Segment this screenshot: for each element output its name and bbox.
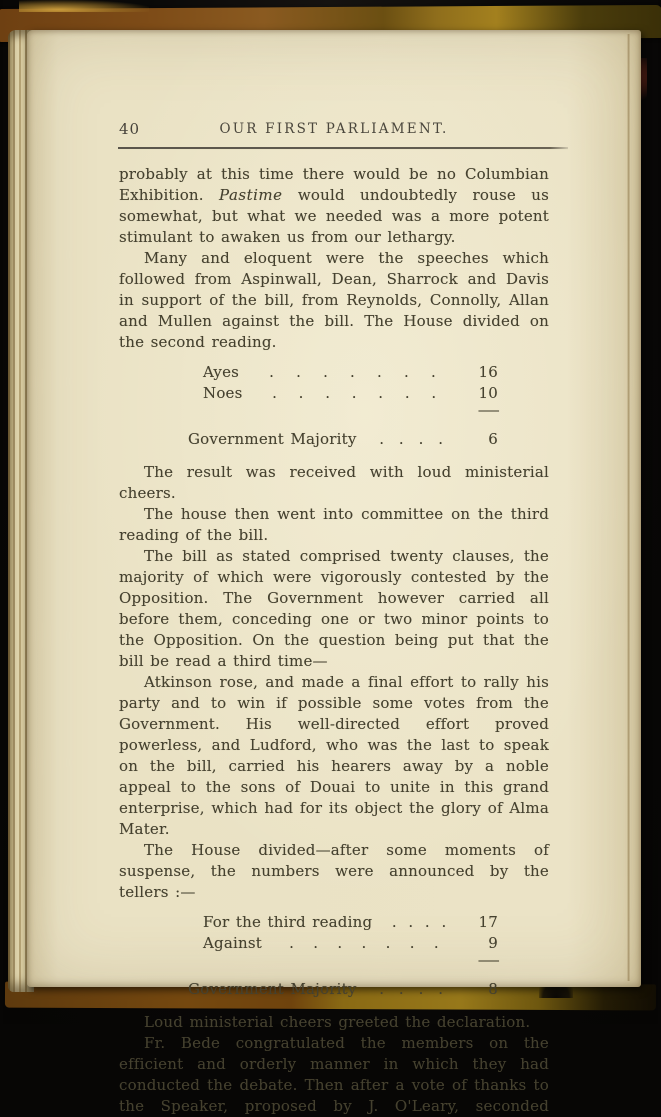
paragraph	[119, 164, 549, 248]
division-row	[119, 979, 498, 1000]
division-row-value: 17	[478, 913, 498, 931]
text-run: would undoubtedly rouse us somewhat, but what we needed was a more potent stimulant to awaken us from our lethargy.	[119, 186, 549, 246]
division-row-value: 6	[488, 430, 498, 448]
paragraph	[119, 546, 549, 672]
page-right-edge-crease	[627, 34, 630, 981]
text-run: The House divided—after some moments of suspense, the numbers were announced by the tellers :—	[119, 841, 549, 901]
dot-leaders: . . . . . . .	[289, 934, 439, 952]
text-run: Many and eloquent were the speeches which followed from Aspinwall, Dean, Sharrock and Davis in support of the bill, from Reynolds, Connolly, Allan and Mullen against the bill. The House divided on the second reading.	[119, 249, 549, 351]
division-vote-table	[119, 362, 549, 450]
dot-leaders: . . . . . . .	[272, 384, 437, 402]
paragraph	[119, 504, 549, 546]
division-row-label: Ayes	[203, 363, 240, 381]
paragraph	[119, 248, 549, 353]
division-row-label: Against	[203, 934, 262, 952]
paragraph	[119, 1012, 549, 1033]
text-run: Loud ministerial cheers greeted the declaration.	[144, 1013, 531, 1031]
division-row	[119, 362, 498, 383]
sum-rule-dash: —	[477, 401, 500, 419]
text-run: The house then went into committee on the third reading of the bill.	[119, 505, 549, 544]
sum-rule-dash: —	[477, 951, 500, 969]
dot-leaders: . . . .	[391, 913, 447, 931]
frayed-binding-fragment	[19, 0, 149, 12]
division-row-label: Government Majority	[188, 430, 357, 448]
paragraph	[119, 1033, 549, 1117]
division-row	[119, 912, 498, 933]
italic-text-run: Pastime	[219, 186, 283, 204]
running-title: OUR FIRST PARLIAMENT.	[219, 121, 449, 137]
paragraph	[119, 462, 549, 504]
dot-leaders: . . . .	[379, 980, 444, 998]
division-row-value: 10	[478, 384, 498, 402]
division-row	[119, 429, 498, 450]
division-row-value: 16	[478, 363, 498, 381]
paragraph	[119, 840, 549, 903]
division-row-value: 8	[488, 980, 498, 998]
dot-leaders: . . . . . . .	[269, 363, 436, 381]
text-run: Atkinson rose, and made a final effort to rally his party and to win if possible some votes from the Government. His well-directed effort proved powerless, and Ludford, who was the last to speak on the bill, carried his hearers away by a noble appeal to the sons of Douai to unite in this grand enterprise, which had for its object the glory of Alma Mater.	[119, 673, 549, 838]
text-run: Fr. Bede congratulated the members on the efficient and orderly manner in which they had conducted the debate. Then after a vote of thanks to the Speaker, proposed by J. O'Leary, seconded	[119, 1034, 549, 1115]
page-number: 40	[119, 120, 141, 138]
book-page	[27, 30, 641, 1115]
text-run: probably at this time there would be no Columbian Exhibition.	[119, 165, 549, 204]
division-row-label: Government Majority	[188, 980, 357, 998]
text-run: The bill as stated comprised twenty clauses, the majority of which were vigorously contested by the Opposition. The Government however carried all before them, conceding one or two minor points to the Opposition. On the question being put that the bill be read a third time—	[119, 547, 549, 670]
division-row-label: Noes	[203, 384, 243, 402]
division-row-label: For the third reading	[203, 913, 373, 931]
page-body	[119, 164, 549, 1117]
paragraph	[119, 672, 549, 840]
sum-rule	[119, 951, 500, 969]
scanned-book-photo	[3, 0, 658, 1115]
division-row	[119, 933, 498, 954]
division-row-value: 9	[488, 934, 498, 952]
division-row	[119, 383, 498, 404]
header-rule	[118, 147, 568, 149]
page-header	[119, 118, 549, 140]
sum-rule	[119, 401, 500, 419]
dot-leaders: . . . .	[379, 430, 444, 448]
text-run: The result was received with loud ministerial cheers.	[119, 463, 549, 502]
division-vote-table	[119, 912, 549, 1000]
